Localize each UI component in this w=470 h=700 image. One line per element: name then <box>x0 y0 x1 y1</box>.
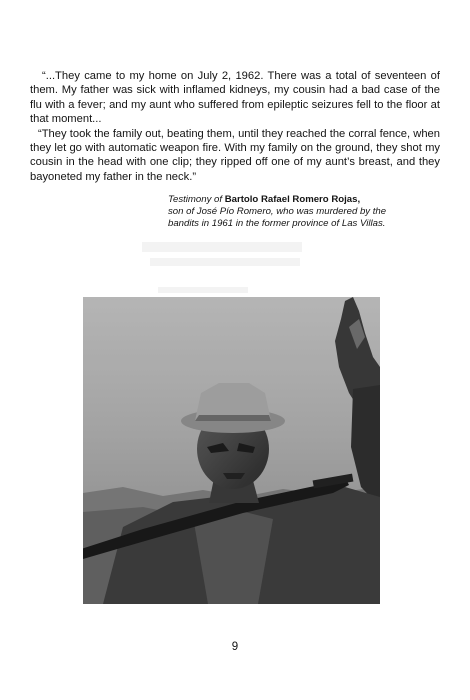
show-through-mark <box>142 242 302 252</box>
attribution-comma: , <box>357 194 361 205</box>
attribution <box>168 194 413 231</box>
attribution-name: Bartolo Rafael Romero Rojas <box>224 194 358 205</box>
testimony-quote <box>30 69 440 184</box>
show-through-mark <box>158 287 248 293</box>
show-through-mark <box>150 258 300 266</box>
page-number: 9 <box>231 641 239 653</box>
attribution-description: son of José Pío Romero, who was murdered by the bandits in 1961 in the former province of Las Villas. <box>168 206 387 230</box>
quote-paragraph-1: “...They came to my home on July 2, 1962. There was a total of seventeen of them. My father was sick with inflamed kidneys, my cousin had a bad case of the flu with a fever; and my aunt who suffered from epileptic seizures fell to the floor at that moment... <box>30 70 440 126</box>
attribution-prefix: Testimony of <box>168 194 225 205</box>
quote-paragraph-2: “They took the family out, beating them, until they reached the corral fence, when they let go with automatic weapon fire. With my family on the ground, they shot my cousin in the head with one clip; they ripped off one of my aunt’s breast, and they bayoneted my father in the neck.” <box>30 127 440 183</box>
photo-man-with-rifle <box>83 297 380 604</box>
